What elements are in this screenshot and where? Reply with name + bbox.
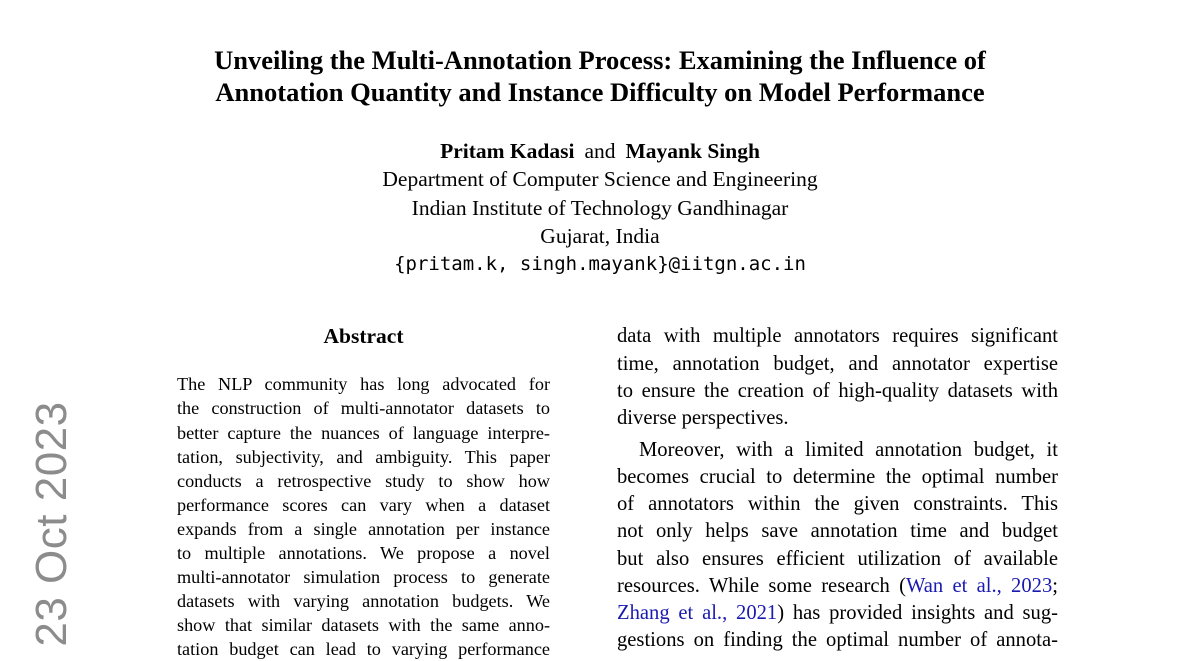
author-name: Mayank Singh [625,139,760,163]
abstract-line: datasets with varying annotation budgets. We [177,591,550,611]
title-line: Annotation Quantity and Instance Difficulty on Model Performance [215,77,985,107]
abstract-line: expands from a single annotation per instance [177,519,550,539]
abstract-heading: Abstract [323,324,404,348]
affiliation-department: Department of Computer Science and Engineering [382,167,818,191]
body-line: not only helps save annotation time and budget [617,520,1058,542]
affiliation-institute: Indian Institute of Technology Gandhinagar [411,196,789,220]
body-text: ; [1052,575,1058,597]
arxiv-date-stamp: 23 Oct 2023 [27,401,76,647]
author-list [0,137,1200,165]
author-email: {pritam.k, singh.mayank}@iitgn.ac.in [394,253,806,275]
body-line: to ensure the creation of high-quality datasets with [617,380,1058,402]
author-name: Pritam Kadasi [440,139,575,163]
affiliation-location: Gujarat, India [540,224,660,248]
body-line: data with multiple annotators requires significant [617,325,1058,347]
title-line: Unveiling the Multi-Annotation Process: Examining the Influence of [214,45,986,75]
paper-title [0,44,1200,108]
abstract-line: to multiple annotations. We propose a novel [177,543,550,563]
body-line [617,572,1058,600]
body-text: ) has provided insights and sug- [777,602,1059,624]
body-text: resources. While some research ( [617,575,906,597]
body-line: time, annotation budget, and annotator expertise [617,353,1058,375]
author-conjunction: and [584,139,616,163]
body-line [617,599,1058,627]
abstract-line: tation, subjectivity, and ambiguity. This paper [177,447,550,467]
abstract-line: performance scores can vary when a dataset [177,495,550,515]
body-line: Moreover, with a limited annotation budget, it [639,439,1058,461]
abstract-line: better capture the nuances of language interpre- [177,423,550,443]
abstract-line: multi-annotator simulation process to generate [177,567,550,587]
body-line: diverse perspectives. [617,407,789,429]
abstract-line: The NLP community has long advocated for [177,374,550,394]
abstract-line: conducts a retrospective study to show how [177,471,550,491]
abstract-line: tation budget can lead to varying performance [177,639,550,659]
abstract-line: the construction of multi-annotator datasets to [177,398,550,418]
body-line: of annotators within the given constraints. This [617,493,1058,515]
body-line: becomes crucial to determine the optimal number [617,466,1058,488]
body-line: gestions on finding the optimal number of annota- [617,629,1058,651]
citation-link[interactable]: Wan et al., 2023 [905,575,1053,597]
citation-link[interactable]: Zhang et al., 2021 [617,602,778,624]
abstract-line: show that similar datasets with the same anno- [177,615,550,635]
body-line: but also ensures efficient utilization of available [617,548,1058,570]
